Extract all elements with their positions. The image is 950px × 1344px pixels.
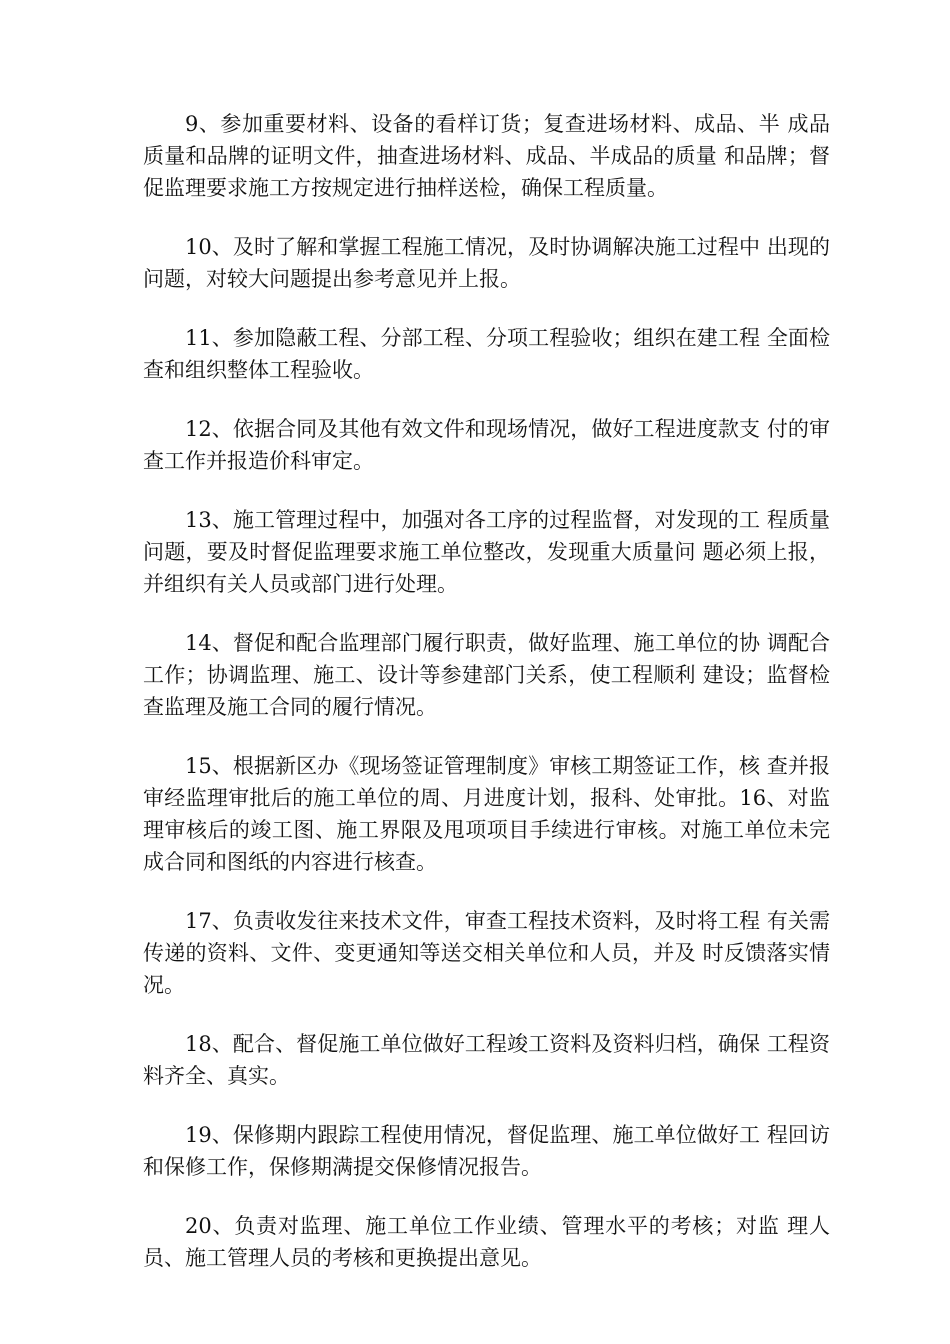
paragraph-item-13: 13、施工管理过程中，加强对各工序的过程监督，对发现的工 程质量问题，要及时督促监理要求施工单位整改，发现重大质量问 题必须上报，并组织有关人员或部门进行处理。 [143,508,830,596]
paragraph-item-18: 18、配合、督促施工单位做好工程竣工资料及资料归档，确保 工程资料齐全、真实。 [143,1032,830,1088]
paragraph-item-9: 9、参加重要材料、设备的看样订货；复查进场材料、成品、半 成品质量和品牌的证明文件，抽查进场材料、成品、半成品的质量 和品牌；督促监理要求施工方按规定进行抽样送检，确保工程质量。 [143,112,830,200]
document-body [143,108,830,1274]
paragraph-item-19: 19、保修期内跟踪工程使用情况，督促监理、施工单位做好工 程回访和保修工作，保修期满提交保修情况报告。 [143,1123,830,1179]
paragraph-item-15-16: 15、根据新区办《现场签证管理制度》审核工期签证工作，核 查并报审经监理审批后的施工单位的周、月进度计划，报科、处审批。16、对监理审核后的竣工图、施工界限及甩项项目手续进行审核。对施工单位未完成合同和图纸的内容进行核查。 [143,754,830,874]
paragraph-item-17: 17、负责收发往来技术文件，审查工程技术资料，及时将工程 有关需传递的资料、文件、变更通知等送交相关单位和人员，并及 时反馈落实情况。 [143,909,830,997]
paragraph-item-10: 10、及时了解和掌握工程施工情况，及时协调解决施工过程中 出现的问题，对较大问题提出参考意见并上报。 [143,235,830,291]
paragraph-item-12: 12、依据合同及其他有效文件和现场情况，做好工程进度款支 付的审查工作并报造价科审定。 [143,417,830,473]
paragraph-item-14: 14、督促和配合监理部门履行职责，做好监理、施工单位的协 调配合工作；协调监理、施工、设计等参建部门关系，使工程顺利 建设；监督检查监理及施工合同的履行情况。 [143,631,830,719]
paragraph-item-20: 20、负责对监理、施工单位工作业绩、管理水平的考核；对监 理人员、施工管理人员的考核和更换提出意见。 [143,1214,830,1270]
paragraph-item-11: 11、参加隐蔽工程、分部工程、分项工程验收；组织在建工程 全面检查和组织整体工程验收。 [143,326,830,382]
